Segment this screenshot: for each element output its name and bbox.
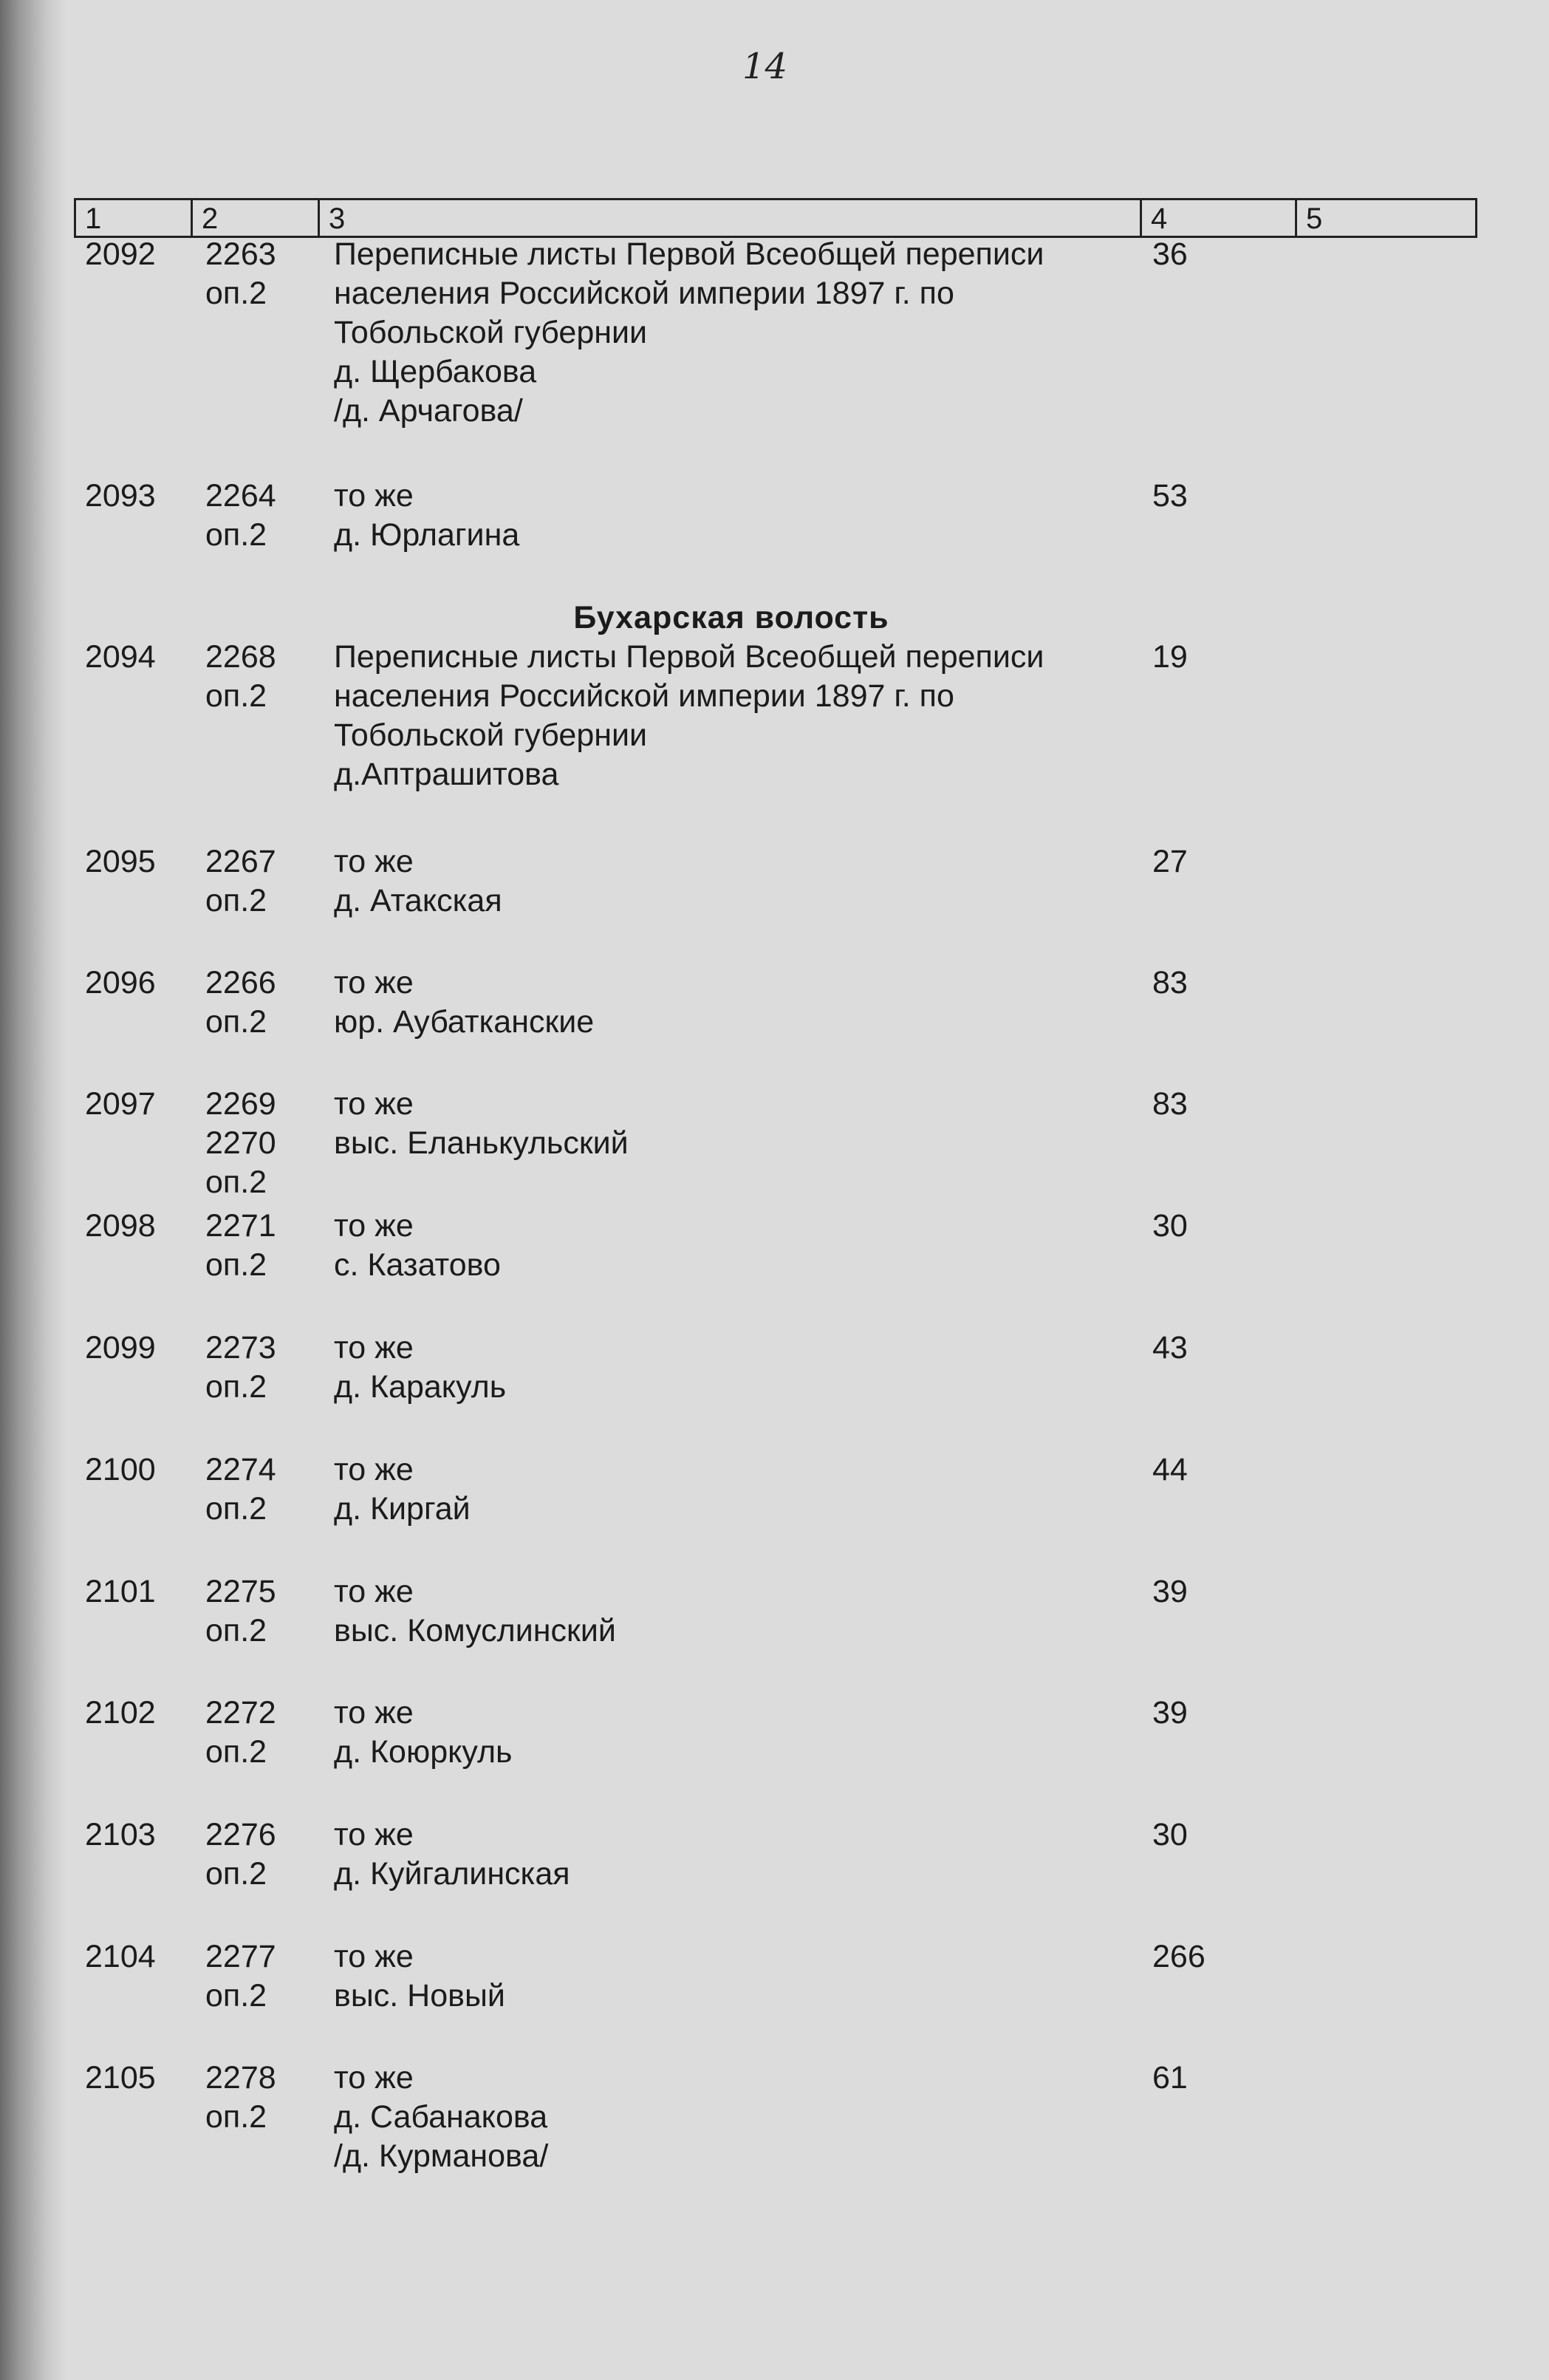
entry-description-line: населения Российской империи 1897 г. по: [334, 276, 954, 311]
entry-fond-line: 2277: [205, 1939, 276, 1974]
entry-fond-line: 2273: [205, 1330, 276, 1365]
entry-fond-line: 2264: [205, 478, 276, 514]
entry-fond-line: 2275: [205, 1574, 276, 1609]
entry-fond: [205, 235, 324, 313]
entry-fond-line: 2274: [205, 1452, 276, 1487]
header-col-2: 2: [191, 200, 320, 236]
entry-sheets: 44: [1152, 1452, 1188, 1487]
entry-fond-line: 2268: [205, 639, 276, 675]
entry-description: [334, 1572, 1146, 1651]
entry-fond: [205, 1085, 324, 1202]
entry-fond-line: оп.2: [205, 1369, 267, 1405]
entry-number: 2101: [85, 1574, 156, 1609]
entry-description-line: юр. Аубатканские: [334, 1004, 595, 1040]
entry-description-line: с. Казатово: [334, 1247, 501, 1283]
entry-number: 2103: [85, 1817, 156, 1852]
entry-fond: [205, 1694, 324, 1772]
entry-description-line: то же: [334, 1574, 414, 1609]
entry-fond-line: оп.2: [205, 517, 267, 553]
entry-sheets: 19: [1152, 639, 1188, 675]
entry-fond-line: оп.2: [205, 1856, 267, 1892]
entry-sheets: 30: [1152, 1208, 1188, 1244]
entry-number: 2102: [85, 1695, 156, 1731]
entry-sheets: 266: [1152, 1939, 1206, 1974]
entry-description-line: /д. Курманова/: [334, 2138, 549, 2174]
entry-description-line: выс. Еланькульский: [334, 1125, 629, 1161]
entry-fond-line: оп.2: [205, 1247, 267, 1283]
entry-description-line: /д. Арчагова/: [334, 393, 523, 429]
entry-fond: [205, 1937, 324, 2016]
header-col-5: 5: [1295, 200, 1475, 236]
entry-sheets: 61: [1152, 2060, 1188, 2096]
entry-description-line: д. Юрлагина: [334, 517, 520, 553]
entry-description-line: д.Аптрашитова: [334, 757, 559, 792]
entry-description-line: Тобольской губернии: [334, 315, 648, 350]
entry-number: 2095: [85, 844, 156, 879]
entry-sheets: 27: [1152, 844, 1188, 879]
entry-fond-line: оп.2: [205, 2099, 267, 2135]
page-number: 14: [742, 46, 788, 87]
header-col-1: 1: [85, 202, 102, 235]
entry-fond: [205, 477, 324, 555]
entry-fond: [205, 1815, 324, 1894]
entry-description-line: то же: [334, 1452, 414, 1487]
entry-fond-line: 2269: [205, 1086, 276, 1122]
entry-description-line: то же: [334, 844, 414, 879]
header-col-3: 3: [318, 200, 1145, 236]
entry-sheets: 83: [1152, 965, 1188, 1000]
entry-description-line: д. Щербакова: [334, 354, 537, 389]
entry-description-line: д. Коюркуль: [334, 1734, 513, 1770]
entry-sheets: 53: [1152, 478, 1188, 514]
entry-sheets: 30: [1152, 1817, 1188, 1852]
entry-fond-line: оп.2: [205, 1004, 267, 1040]
entry-sheets: 43: [1152, 1330, 1188, 1365]
entry-fond-line: 2266: [205, 965, 276, 1000]
entry-description: [334, 1815, 1146, 1894]
entry-sheets: 36: [1152, 236, 1188, 272]
entry-sheets: 39: [1152, 1574, 1188, 1609]
entry-description: [334, 2059, 1146, 2176]
entry-description: [334, 1085, 1146, 1163]
entry-fond-line: 2271: [205, 1208, 276, 1244]
entry-description-line: то же: [334, 1086, 414, 1122]
entry-description-line: д. Атакская: [334, 883, 502, 918]
entry-fond-line: оп.2: [205, 1613, 267, 1648]
entry-fond-line: 2278: [205, 2060, 276, 2096]
entry-description-line: д. Киргай: [334, 1491, 471, 1527]
entry-description-line: то же: [334, 1817, 414, 1852]
section-title: Бухарская волость: [573, 600, 889, 635]
entry-description-line: то же: [334, 1208, 414, 1244]
entry-description-line: д. Куйгалинская: [334, 1856, 570, 1892]
entry-fond: [205, 964, 324, 1042]
entry-fond-line: оп.2: [205, 1978, 267, 2014]
entry-fond: [205, 2059, 324, 2137]
entry-number: 2104: [85, 1939, 156, 1974]
header-col-4: 4: [1140, 200, 1297, 236]
entry-number: 2099: [85, 1330, 156, 1365]
entry-fond-line: оп.2: [205, 1491, 267, 1527]
entry-description-line: то же: [334, 1330, 414, 1365]
entry-description: [334, 1450, 1146, 1529]
entry-description: [334, 638, 1146, 794]
entry-fond: [205, 842, 324, 921]
entry-description-line: то же: [334, 965, 414, 1000]
entry-number: 2098: [85, 1208, 156, 1244]
entry-fond: [205, 638, 324, 716]
entry-description: [334, 1937, 1146, 2016]
entry-number: 2096: [85, 965, 156, 1000]
entry-fond-line: оп.2: [205, 678, 267, 714]
entry-fond: [205, 1207, 324, 1285]
entry-description: [334, 235, 1146, 431]
entry-fond-line: оп.2: [205, 883, 267, 918]
entry-fond: [205, 1329, 324, 1407]
entry-fond: [205, 1572, 324, 1651]
entry-fond-line: 2276: [205, 1817, 276, 1852]
entry-description-line: Переписные листы Первой Всеобщей переписи: [334, 236, 1044, 272]
entry-fond-line: оп.2: [205, 1734, 267, 1770]
entry-fond-line: оп.2: [205, 1165, 267, 1200]
entry-description-line: Тобольской губернии: [334, 717, 648, 753]
entry-fond: [205, 1450, 324, 1529]
entry-description-line: выс. Комуслинский: [334, 1613, 616, 1648]
entry-fond-line: оп.2: [205, 276, 267, 311]
entry-number: 2097: [85, 1086, 156, 1122]
entry-number: 2092: [85, 236, 156, 272]
entry-fond-line: 2267: [205, 844, 276, 879]
entry-description-line: д. Каракуль: [334, 1369, 507, 1405]
entry-number: 2093: [85, 478, 156, 514]
entry-sheets: 39: [1152, 1695, 1188, 1731]
entry-description: [334, 842, 1146, 921]
entry-description-line: выс. Новый: [334, 1978, 505, 2014]
entry-description-line: населения Российской империи 1897 г. по: [334, 678, 954, 714]
entry-description-line: Переписные листы Первой Всеобщей переписи: [334, 639, 1044, 675]
entry-description-line: д. Сабанакова: [334, 2099, 548, 2135]
entry-description-line: то же: [334, 2060, 414, 2096]
entry-description: [334, 964, 1146, 1042]
entry-fond-line: 2272: [205, 1695, 276, 1731]
entry-number: 2094: [85, 639, 156, 675]
entry-number: 2100: [85, 1452, 156, 1487]
entry-description-line: то же: [334, 478, 414, 514]
entry-description: [334, 477, 1146, 555]
entry-fond-line: 2263: [205, 236, 276, 272]
entry-number: 2105: [85, 2060, 156, 2096]
entry-description-line: то же: [334, 1695, 414, 1731]
entry-description-line: то же: [334, 1939, 414, 1974]
entry-fond-line: 2270: [205, 1125, 276, 1161]
entry-description: [334, 1329, 1146, 1407]
entry-sheets: 83: [1152, 1086, 1188, 1122]
entry-description: [334, 1207, 1146, 1285]
entry-description: [334, 1694, 1146, 1772]
